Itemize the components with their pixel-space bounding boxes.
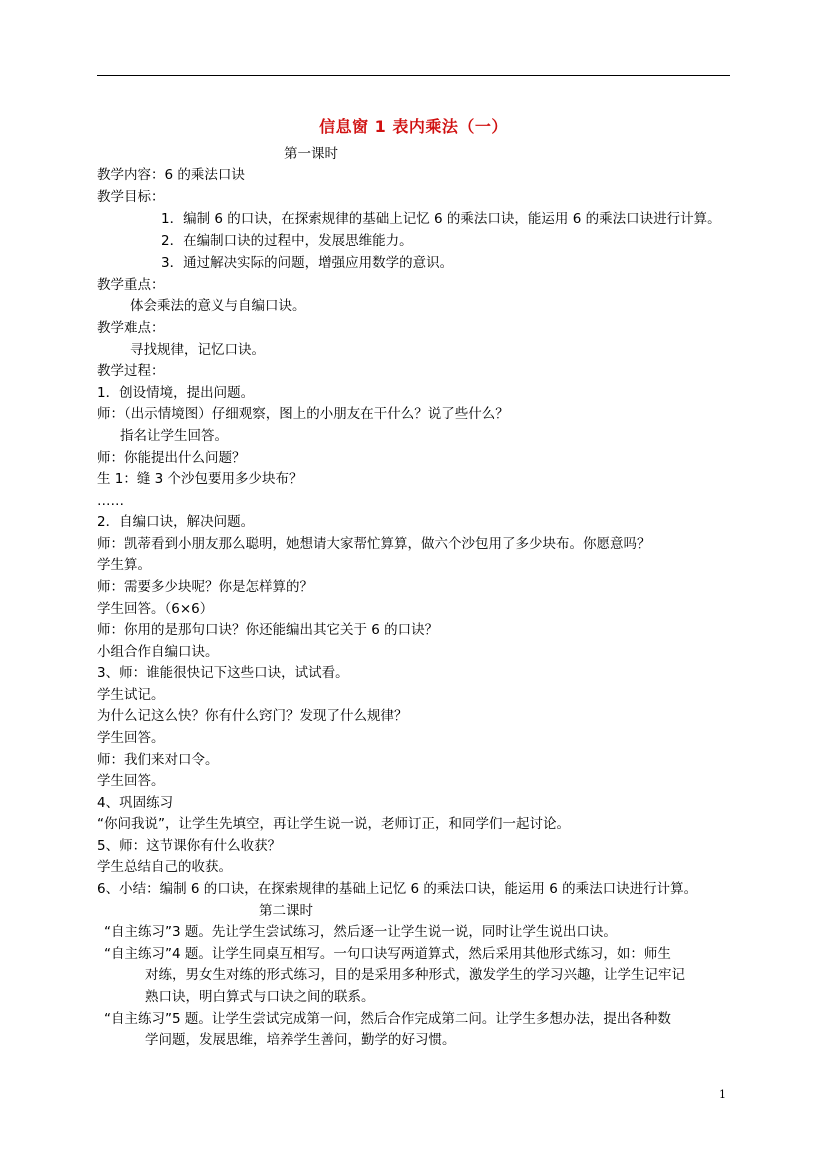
text-line: 学生总结自己的收获。: [97, 859, 232, 875]
text-line: 学生回答。: [97, 730, 165, 746]
text-line: 1．编制 6 的口诀，在探索规律的基础上记忆 6 的乘法口诀，能运用 6 的乘法口诀进行计算。: [161, 211, 721, 227]
text-line: “自主练习”5 题。让学生尝试完成第一问，然后合作完成第二问。让学生多想办法，提出各种数: [104, 1011, 671, 1027]
text-line: 3．通过解决实际的问题，增强应用数学的意识。: [161, 255, 454, 271]
text-line: 师：需要多少块呢？你是怎样算的？: [97, 579, 313, 595]
text-line: 师：凯蒂看到小朋友那么聪明，她想请大家帮忙算算，做六个沙包用了多少块布。你愿意吗？: [97, 536, 651, 552]
text-line: 5、师：这节课你有什么收获？: [97, 838, 282, 854]
text-line: 师：我们来对口令。: [97, 752, 219, 768]
text-line: 寻找规律，记忆口诀。: [130, 342, 265, 358]
text-line: 学生试记。: [97, 687, 165, 703]
text-line: 学生算。: [97, 557, 151, 573]
text-line: 师：（出示情境图）仔细观察，图上的小朋友在干什么？说了些什么？: [97, 406, 509, 422]
text-line: 教学重点：: [97, 277, 165, 293]
text-line: “你问我说”，让学生先填空，再让学生说一说，老师订正，和同学们一起讨论。: [97, 816, 570, 832]
lesson-heading-1: 第一课时: [284, 146, 338, 162]
text-line: 生 1：缝 3 个沙包要用多少块布？: [97, 471, 303, 487]
text-line: 小组合作自编口诀。: [97, 644, 219, 660]
text-line: 学生回答。（6×6）: [97, 601, 214, 617]
text-line: 对练，男女生对练的形式练习，目的是采用多种形式，激发学生的学习兴趣，让学生记牢记: [145, 967, 685, 983]
text-line: 教学过程：: [97, 363, 165, 379]
lesson-heading-2: 第二课时: [259, 903, 313, 919]
text-line: 为什么记这么快？你有什么窍门？发现了什么规律？: [97, 708, 408, 724]
text-line: “自主练习”3 题。先让学生尝试练习，然后逐一让学生说一说，同时让学生说出口诀。: [104, 924, 617, 940]
text-line: 3、师：谁能很快记下这些口诀，试试看。: [97, 665, 349, 681]
text-line: 4、巩固练习: [97, 795, 174, 811]
text-line: 学生回答。: [97, 773, 165, 789]
text-line: 1．创设情境，提出问题。: [97, 385, 255, 401]
text-line: 指名让学生回答。: [120, 428, 228, 444]
page-number: 1: [719, 1088, 726, 1101]
text-line: 6、小结：编制 6 的口诀，在探索规律的基础上记忆 6 的乘法口诀，能运用 6 的乘法口诀进行计算。: [97, 881, 698, 897]
text-line: ……: [97, 493, 124, 509]
text-line: 2．在编制口诀的过程中，发展思维能力。: [161, 233, 413, 249]
text-line: 师：你能提出什么问题？: [97, 450, 246, 466]
text-line: 学问题，发展思维，培养学生善问，勤学的好习惯。: [145, 1032, 456, 1048]
header-rule: [97, 75, 730, 76]
text-line: 教学内容：6 的乘法口诀: [97, 167, 245, 183]
text-line: 师：你用的是那句口诀？你还能编出其它关于 6 的口诀？: [97, 622, 439, 638]
text-line: 教学难点：: [97, 320, 165, 336]
text-line: 熟口诀，明白算式与口诀之间的联系。: [145, 989, 375, 1005]
text-line: 教学目标：: [97, 189, 165, 205]
text-line: 2．自编口诀，解决问题。: [97, 514, 255, 530]
text-line: “自主练习”4 题。让学生同桌互相写。一句口诀写两道算式，然后采用其他形式练习，如：师生: [104, 946, 671, 962]
page-title: 信息窗 1 表内乘法（一）: [319, 117, 508, 136]
text-line: 体会乘法的意义与自编口诀。: [130, 298, 306, 314]
